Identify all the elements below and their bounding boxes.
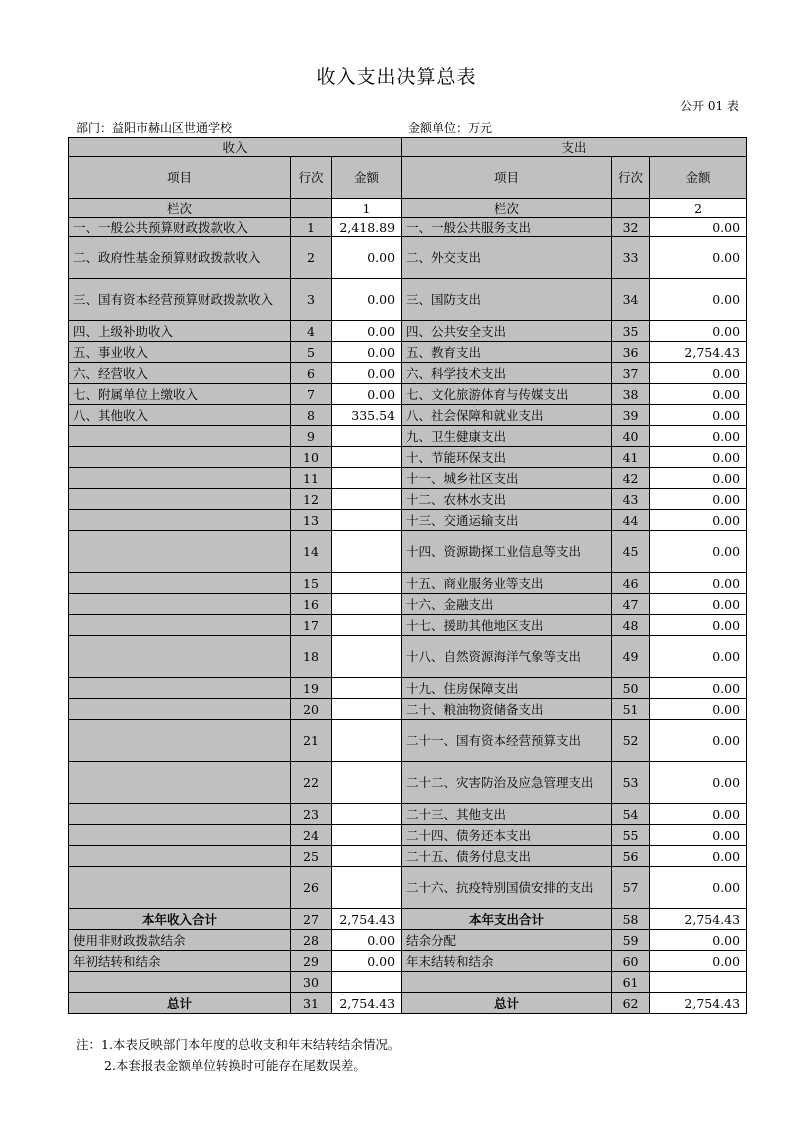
income-amount: 0.00 — [332, 363, 402, 384]
income-amount: 0.00 — [332, 237, 402, 279]
income-amount — [332, 804, 402, 825]
expense-item: 二十、粮油物资储备支出 — [402, 699, 612, 720]
income-item: 使用非财政拨款结余 — [69, 930, 291, 951]
income-line: 28 — [291, 930, 332, 951]
income-amount — [332, 972, 402, 993]
expense-amount: 0.00 — [650, 363, 747, 384]
income-amount — [332, 426, 402, 447]
income-line: 5 — [291, 342, 332, 363]
expense-amount: 0.00 — [650, 846, 747, 867]
expense-line: 45 — [612, 531, 650, 573]
table-row — [69, 510, 747, 531]
expense-item: 五、教育支出 — [402, 342, 612, 363]
table-row — [69, 720, 747, 762]
expense-item: 十二、农林水支出 — [402, 489, 612, 510]
expense-item: 七、文化旅游体育与传媒支出 — [402, 384, 612, 405]
expense-amount: 0.00 — [650, 636, 747, 678]
expense-item: 二十六、抗疫特别国债安排的支出 — [402, 867, 612, 909]
expense-item: 十九、住房保障支出 — [402, 678, 612, 699]
income-line: 31 — [291, 993, 332, 1014]
income-line: 18 — [291, 636, 332, 678]
income-item — [69, 762, 291, 804]
expense-amount: 0.00 — [650, 594, 747, 615]
expense-item: 本年支出合计 — [402, 909, 612, 930]
income-line: 19 — [291, 678, 332, 699]
expense-line: 55 — [612, 825, 650, 846]
expense-item: 九、卫生健康支出 — [402, 426, 612, 447]
expense-item: 二十一、国有资本经营预算支出 — [402, 720, 612, 762]
income-item — [69, 615, 291, 636]
expense-line: 60 — [612, 951, 650, 972]
expense-line: 38 — [612, 384, 650, 405]
expense-line: 36 — [612, 342, 650, 363]
income-lanci-line — [291, 199, 332, 218]
income-item — [69, 972, 291, 993]
income-item: 总计 — [69, 993, 291, 1014]
expense-line: 54 — [612, 804, 650, 825]
expense-line: 42 — [612, 468, 650, 489]
income-item — [69, 804, 291, 825]
income-amount — [332, 720, 402, 762]
expense-line: 33 — [612, 237, 650, 279]
table-row — [69, 573, 747, 594]
expense-amount: 0.00 — [650, 279, 747, 321]
income-item — [69, 678, 291, 699]
income-item — [69, 636, 291, 678]
income-item — [69, 510, 291, 531]
income-item: 二、政府性基金预算财政拨款收入 — [69, 237, 291, 279]
table-row — [69, 426, 747, 447]
expense-line: 37 — [612, 363, 650, 384]
table-row — [69, 846, 747, 867]
income-item: 三、国有资本经营预算财政拨款收入 — [69, 279, 291, 321]
expense-item-header: 项目 — [402, 157, 612, 199]
table-row — [69, 468, 747, 489]
footnote-2: 2.本套报表金额单位转换时可能存在尾数误差。 — [104, 1058, 366, 1073]
income-line: 16 — [291, 594, 332, 615]
income-line: 27 — [291, 909, 332, 930]
table-row — [69, 531, 747, 573]
table-row — [69, 321, 747, 342]
expense-amount: 0.00 — [650, 825, 747, 846]
income-item: 本年收入合计 — [69, 909, 291, 930]
expense-item: 十四、资源勘探工业信息等支出 — [402, 531, 612, 573]
expense-line: 58 — [612, 909, 650, 930]
income-header: 收入 — [69, 138, 402, 157]
income-amount: 2,418.89 — [332, 218, 402, 237]
unit-label: 金额单位：万元 — [408, 121, 493, 135]
income-line: 8 — [291, 405, 332, 426]
income-amount — [332, 594, 402, 615]
income-line: 10 — [291, 447, 332, 468]
income-item — [69, 699, 291, 720]
expense-amount: 0.00 — [650, 218, 747, 237]
income-amount — [332, 636, 402, 678]
expense-amount: 0.00 — [650, 321, 747, 342]
income-item: 年初结转和结余 — [69, 951, 291, 972]
income-line-header: 行次 — [291, 157, 332, 199]
income-amount: 0.00 — [332, 342, 402, 363]
income-amount — [332, 510, 402, 531]
expense-line: 51 — [612, 699, 650, 720]
income-line: 22 — [291, 762, 332, 804]
income-line: 1 — [291, 218, 332, 237]
income-line: 25 — [291, 846, 332, 867]
income-line: 29 — [291, 951, 332, 972]
expense-amount: 0.00 — [650, 510, 747, 531]
income-line: 21 — [291, 720, 332, 762]
expense-line: 56 — [612, 846, 650, 867]
expense-item: 十一、城乡社区支出 — [402, 468, 612, 489]
expense-line: 50 — [612, 678, 650, 699]
income-line: 14 — [291, 531, 332, 573]
income-amount — [332, 489, 402, 510]
income-item: 八、其他收入 — [69, 405, 291, 426]
table-row — [69, 363, 747, 384]
expense-amount — [650, 972, 747, 993]
income-line: 30 — [291, 972, 332, 993]
table-row — [69, 825, 747, 846]
expense-item — [402, 972, 612, 993]
table-row — [69, 867, 747, 909]
expense-amount: 0.00 — [650, 804, 747, 825]
income-amount — [332, 867, 402, 909]
income-amount: 2,754.43 — [332, 909, 402, 930]
expense-item: 二十二、灾害防治及应急管理支出 — [402, 762, 612, 804]
expense-line: 34 — [612, 279, 650, 321]
expense-amount: 0.00 — [650, 237, 747, 279]
expense-amount: 0.00 — [650, 384, 747, 405]
table-row — [69, 489, 747, 510]
income-line: 20 — [291, 699, 332, 720]
expense-amount: 0.00 — [650, 573, 747, 594]
expense-header: 支出 — [402, 138, 747, 157]
expense-line: 41 — [612, 447, 650, 468]
income-amount — [332, 573, 402, 594]
expense-line: 61 — [612, 972, 650, 993]
income-item: 一、一般公共预算财政拨款收入 — [69, 218, 291, 237]
expense-line-header: 行次 — [612, 157, 650, 199]
income-amount — [332, 825, 402, 846]
income-item: 四、上级补助收入 — [69, 321, 291, 342]
expense-item: 十八、自然资源海洋气象等支出 — [402, 636, 612, 678]
income-line: 24 — [291, 825, 332, 846]
expense-item: 年末结转和结余 — [402, 951, 612, 972]
expense-item: 四、公共安全支出 — [402, 321, 612, 342]
expense-item: 二十五、债务付息支出 — [402, 846, 612, 867]
expense-line: 43 — [612, 489, 650, 510]
table-row — [69, 762, 747, 804]
expense-item: 三、国防支出 — [402, 279, 612, 321]
table-row — [69, 342, 747, 363]
expense-line: 57 — [612, 867, 650, 909]
income-item — [69, 720, 291, 762]
income-lanci-label: 栏次 — [69, 199, 291, 218]
expense-line: 44 — [612, 510, 650, 531]
expense-amount: 0.00 — [650, 699, 747, 720]
table-row — [69, 930, 747, 951]
table-row — [69, 594, 747, 615]
income-line: 17 — [291, 615, 332, 636]
income-item — [69, 489, 291, 510]
expense-line: 32 — [612, 218, 650, 237]
form-number: 公开 01 表 — [680, 99, 739, 113]
income-amount — [332, 762, 402, 804]
income-item — [69, 825, 291, 846]
expense-amount: 0.00 — [650, 426, 747, 447]
expense-item: 结余分配 — [402, 930, 612, 951]
expense-amount: 0.00 — [650, 615, 747, 636]
expense-amount: 0.00 — [650, 951, 747, 972]
income-item — [69, 846, 291, 867]
income-amount — [332, 699, 402, 720]
income-amount: 335.54 — [332, 405, 402, 426]
expense-line: 59 — [612, 930, 650, 951]
expense-item: 十六、金融支出 — [402, 594, 612, 615]
table-row — [69, 384, 747, 405]
income-line: 4 — [291, 321, 332, 342]
expense-line: 62 — [612, 993, 650, 1014]
expense-amount: 0.00 — [650, 762, 747, 804]
income-amount — [332, 678, 402, 699]
expense-line: 46 — [612, 573, 650, 594]
income-amount-header: 金额 — [332, 157, 402, 199]
income-expense-table — [68, 137, 747, 1014]
expense-amount: 0.00 — [650, 720, 747, 762]
expense-item: 总计 — [402, 993, 612, 1014]
expense-line: 40 — [612, 426, 650, 447]
expense-item: 一、一般公共服务支出 — [402, 218, 612, 237]
income-amount: 0.00 — [332, 321, 402, 342]
income-line: 6 — [291, 363, 332, 384]
expense-line: 47 — [612, 594, 650, 615]
income-item: 五、事业收入 — [69, 342, 291, 363]
department-label: 部门：益阳市赫山区世通学校 — [76, 121, 233, 135]
expense-line: 48 — [612, 615, 650, 636]
expense-amount: 0.00 — [650, 678, 747, 699]
table-row — [69, 237, 747, 279]
income-item — [69, 447, 291, 468]
income-line: 11 — [291, 468, 332, 489]
income-amount: 2,754.43 — [332, 993, 402, 1014]
income-amount — [332, 468, 402, 489]
expense-amount: 0.00 — [650, 867, 747, 909]
income-line: 12 — [291, 489, 332, 510]
expense-item: 十、节能环保支出 — [402, 447, 612, 468]
income-amount — [332, 531, 402, 573]
expense-line: 49 — [612, 636, 650, 678]
expense-item: 十三、交通运输支出 — [402, 510, 612, 531]
income-line: 15 — [291, 573, 332, 594]
income-column-number: 1 — [332, 199, 402, 218]
table-row — [69, 699, 747, 720]
income-amount — [332, 846, 402, 867]
expense-lanci-label: 栏次 — [402, 199, 612, 218]
expense-amount: 0.00 — [650, 531, 747, 573]
footnotes — [76, 1034, 400, 1076]
table-row — [69, 636, 747, 678]
income-item — [69, 531, 291, 573]
expense-amount: 2,754.43 — [650, 993, 747, 1014]
income-amount: 0.00 — [332, 930, 402, 951]
expense-amount: 0.00 — [650, 468, 747, 489]
expense-line: 39 — [612, 405, 650, 426]
table-row — [69, 615, 747, 636]
table-row — [69, 447, 747, 468]
income-line: 23 — [291, 804, 332, 825]
expense-item: 二十四、债务还本支出 — [402, 825, 612, 846]
income-item — [69, 867, 291, 909]
expense-item: 六、科学技术支出 — [402, 363, 612, 384]
income-line: 13 — [291, 510, 332, 531]
table-row — [69, 218, 747, 237]
expense-amount: 0.00 — [650, 489, 747, 510]
income-amount: 0.00 — [332, 951, 402, 972]
expense-amount: 2,754.43 — [650, 909, 747, 930]
income-item-header: 项目 — [69, 157, 291, 199]
expense-item: 二、外交支出 — [402, 237, 612, 279]
page-title: 收入支出决算总表 — [316, 66, 477, 88]
expense-amount-header: 金额 — [650, 157, 747, 199]
expense-amount: 0.00 — [650, 930, 747, 951]
expense-item: 二十三、其他支出 — [402, 804, 612, 825]
expense-line: 53 — [612, 762, 650, 804]
income-line: 7 — [291, 384, 332, 405]
income-item — [69, 468, 291, 489]
table-row — [69, 405, 747, 426]
expense-line: 35 — [612, 321, 650, 342]
expense-lanci-line — [612, 199, 650, 218]
expense-amount: 0.00 — [650, 405, 747, 426]
income-item — [69, 573, 291, 594]
income-item: 七、附属单位上缴收入 — [69, 384, 291, 405]
table-row — [69, 909, 747, 930]
expense-amount: 0.00 — [650, 447, 747, 468]
table-row — [69, 678, 747, 699]
expense-item: 十七、援助其他地区支出 — [402, 615, 612, 636]
footnote-1: 注：1.本表反映部门本年度的总收支和年末结转结余情况。 — [76, 1037, 401, 1052]
table-row — [69, 804, 747, 825]
income-line: 2 — [291, 237, 332, 279]
expense-line: 52 — [612, 720, 650, 762]
income-line: 3 — [291, 279, 332, 321]
expense-item: 八、社会保障和就业支出 — [402, 405, 612, 426]
income-amount: 0.00 — [332, 279, 402, 321]
income-item — [69, 426, 291, 447]
table-row — [69, 993, 747, 1014]
expense-amount: 2,754.43 — [650, 342, 747, 363]
table-row — [69, 279, 747, 321]
income-amount — [332, 615, 402, 636]
expense-item: 十五、商业服务业等支出 — [402, 573, 612, 594]
table-row — [69, 972, 747, 993]
income-amount: 0.00 — [332, 384, 402, 405]
income-amount — [332, 447, 402, 468]
expense-column-number: 2 — [650, 199, 747, 218]
income-line: 9 — [291, 426, 332, 447]
income-item — [69, 594, 291, 615]
income-line: 26 — [291, 867, 332, 909]
table-row — [69, 951, 747, 972]
income-item: 六、经营收入 — [69, 363, 291, 384]
